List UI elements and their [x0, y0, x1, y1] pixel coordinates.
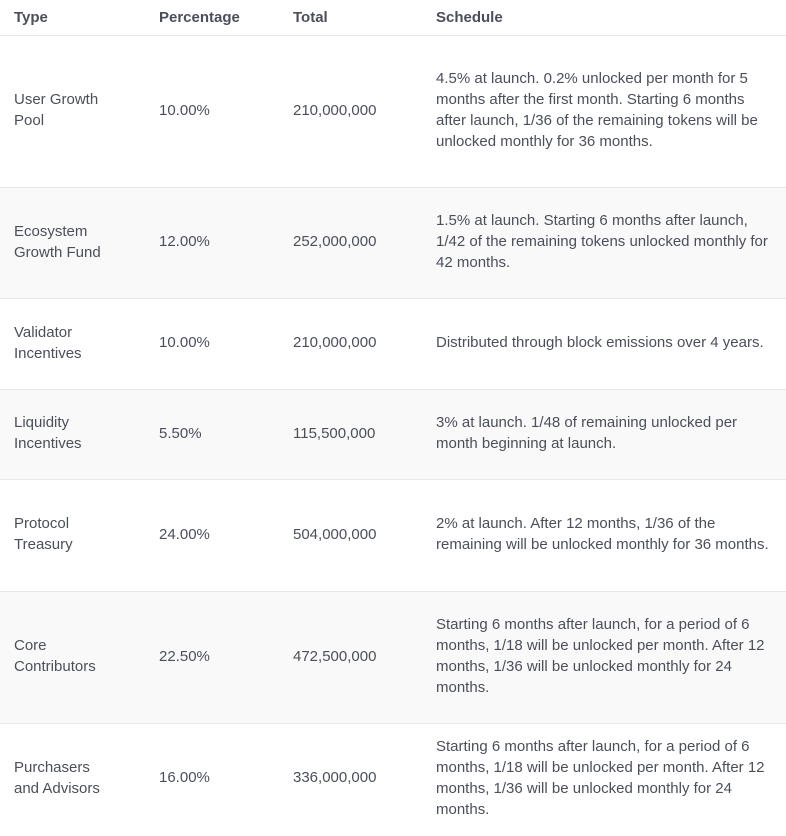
row-total: 504,000,000 [293, 525, 377, 543]
row-type: Protocol Treasury [14, 515, 73, 553]
row-total: 472,500,000 [293, 647, 377, 665]
row-schedule: 4.5% at launch. 0.2% unlocked per month for 5 months after the first month. Starting 6 months after launch, 1/36 of the remaining tokens will be unlocked monthly for 36 months. [436, 70, 758, 150]
header-type: Type [14, 8, 48, 26]
row-type: Validator Incentives [14, 323, 82, 362]
row-type: User Growth Pool [14, 91, 99, 129]
row-percentage: 10.00% [159, 101, 210, 119]
row-type: Core Contributors [14, 637, 96, 675]
row-schedule: Distributed through block emissions over 4 years. [436, 334, 764, 352]
table-row [0, 591, 786, 723]
row-total: 115,500,000 [293, 424, 376, 442]
row-schedule: Starting 6 months after launch, for a period of 6 months, 1/18 will be unlocked per month. After 12 months, 1/36 will be unlocked monthly for 24 months. [436, 616, 765, 696]
row-type: Purchasers and Advisors [14, 758, 100, 797]
row-schedule: 3% at launch. 1/48 of remaining unlocked per month beginning at launch. [436, 414, 738, 452]
row-percentage: 22.50% [159, 647, 210, 665]
row-schedule: 1.5% at launch. Starting 6 months after launch, 1/42 of the remaining tokens unlocked monthly for 42 months. [436, 212, 768, 271]
row-percentage: 24.00% [159, 525, 210, 543]
row-total: 336,000,000 [293, 769, 377, 787]
row-total: 210,000,000 [293, 334, 377, 352]
table-row [0, 723, 786, 834]
table-header-row [0, 0, 786, 35]
table-row [0, 187, 786, 298]
row-type: Ecosystem Growth Fund [14, 222, 101, 261]
header-total: Total [293, 8, 328, 26]
header-schedule: Schedule [436, 8, 503, 26]
row-type: Liquidity Incentives [14, 414, 82, 452]
row-percentage: 5.50% [159, 424, 202, 442]
row-percentage: 16.00% [159, 769, 210, 787]
row-schedule: 2% at launch. After 12 months, 1/36 of the remaining will be unlocked monthly for 36 months. [436, 515, 769, 553]
table-row [0, 389, 786, 479]
table-row [0, 479, 786, 591]
row-total: 252,000,000 [293, 233, 377, 251]
row-percentage: 10.00% [159, 334, 210, 352]
row-schedule: Starting 6 months after launch, for a period of 6 months, 1/18 will be unlocked per month. After 12 months, 1/36 will be unlocked monthly for 24 months. [436, 738, 765, 818]
table-row [0, 35, 786, 187]
row-total: 210,000,000 [293, 101, 377, 119]
table-row [0, 298, 786, 389]
row-percentage: 12.00% [159, 233, 210, 251]
header-percentage: Percentage [159, 8, 240, 26]
